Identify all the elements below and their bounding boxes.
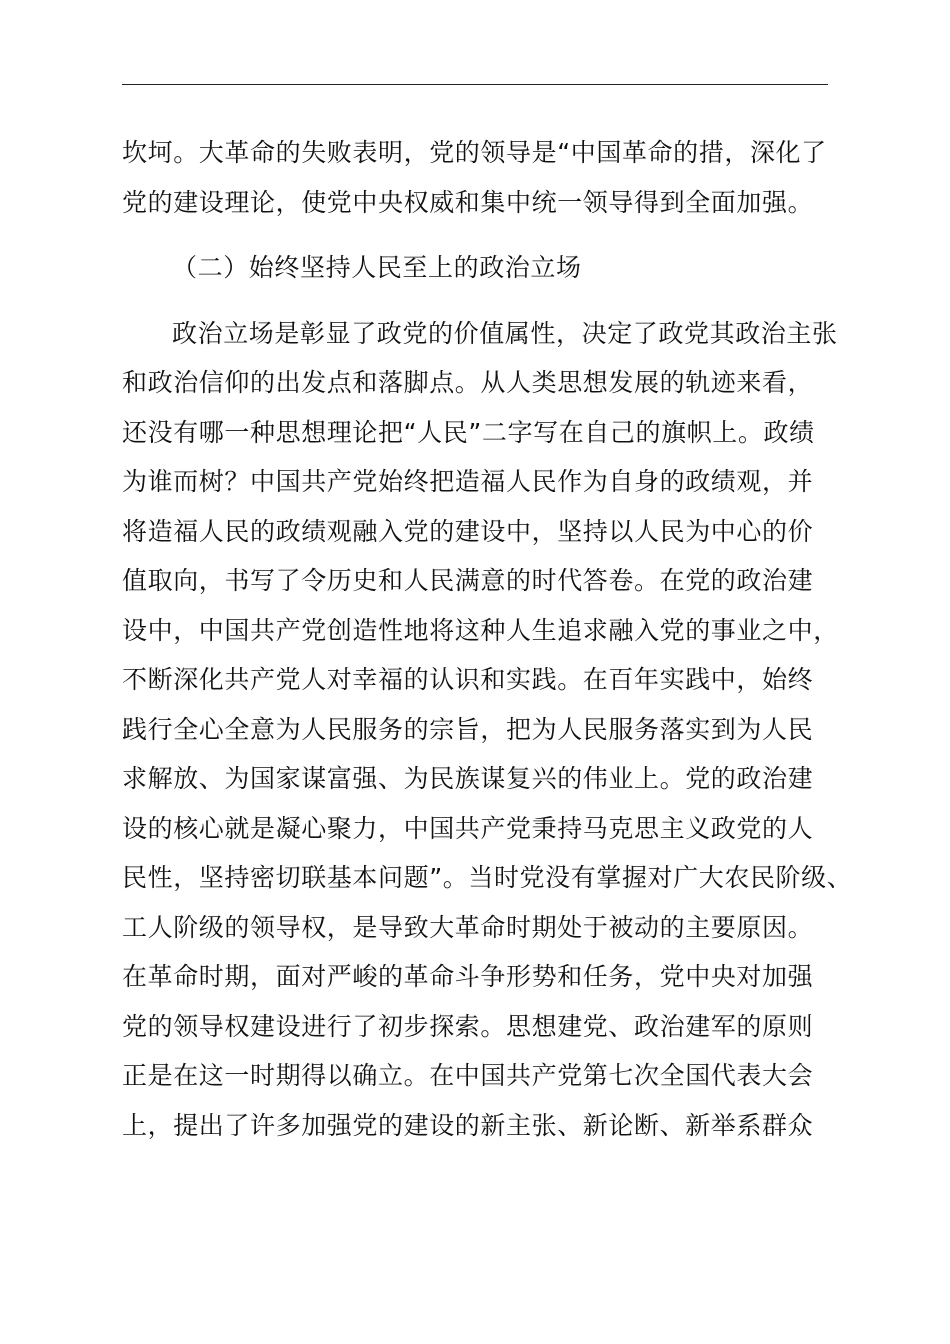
paragraph-line: 还没有哪一种思想理论把“人民”二字写在自己的旗帜上。政绩 [122,417,815,447]
paragraph-line: 在革命时期，面对严峻的革命斗争形势和任务，党中央对加强 [122,962,814,991]
document-body [122,128,853,1150]
section-spacer [122,227,834,243]
paragraph-line: 上，提出了许多加强党的建设的新主张、新论断、新举系群众 [122,1110,814,1140]
paragraph-line: 不断深化共产党人对幸福的认识和实践。在百年实践中，始终 [122,665,814,694]
paragraph-spacer [122,293,834,309]
intro-line: 坎坷。大革命的失败表明，党的领导是“中国革命的措，深化了 [122,138,827,167]
paragraph-line: 正是在这一时期得以确立。在中国共产党第七次全国代表大会 [122,1061,814,1090]
paragraph-line: 求解放、为国家谋富强、为民族谋复兴的伟业上。党的政治建 [122,764,814,793]
paragraph-line: 值取向，书写了令历史和人民满意的时代答卷。在党的政治建 [122,566,814,595]
paragraph-line: 设的核心就是凝心聚力，中国共产党秉持马克思主义政党的人 [122,813,814,843]
section-heading: （二）始终坚持人民至上的政治立场 [172,253,582,282]
paragraph-line: 工人阶级的领导权，是导致大革命时期处于被动的主要原因。 [122,912,814,942]
header-rule [122,84,828,85]
paragraph-line: 民性，坚持密切联基本问题”。当时党没有掌握对广大农民阶级、 [122,863,853,892]
paragraph-line: 将造福人民的政绩观融入党的建设中，坚持以人民为中心的价 [122,516,814,546]
paragraph-line: 践行全心全意为人民服务的宗旨，把为人民服务落实到为人民 [122,714,814,744]
paragraph-line: 政治立场是彰显了政党的价值属性，决定了政党其政治主张 [172,318,838,348]
intro-line: 党的建设理论，使党中央权威和集中统一领导得到全面加强。 [122,187,814,217]
paragraph-line: 和政治信仰的出发点和落脚点。从人类思想发展的轨迹来看， [122,368,814,397]
paragraph-line: 党的领导权建设进行了初步探索。思想建党、政治建军的原则 [122,1011,814,1041]
paragraph-line: 为谁而树？中国共产党始终把造福人民作为自身的政绩观，并 [122,467,814,496]
paragraph-line: 设中，中国共产党创造性地将这种人生追求融入党的事业之中， [122,615,839,645]
